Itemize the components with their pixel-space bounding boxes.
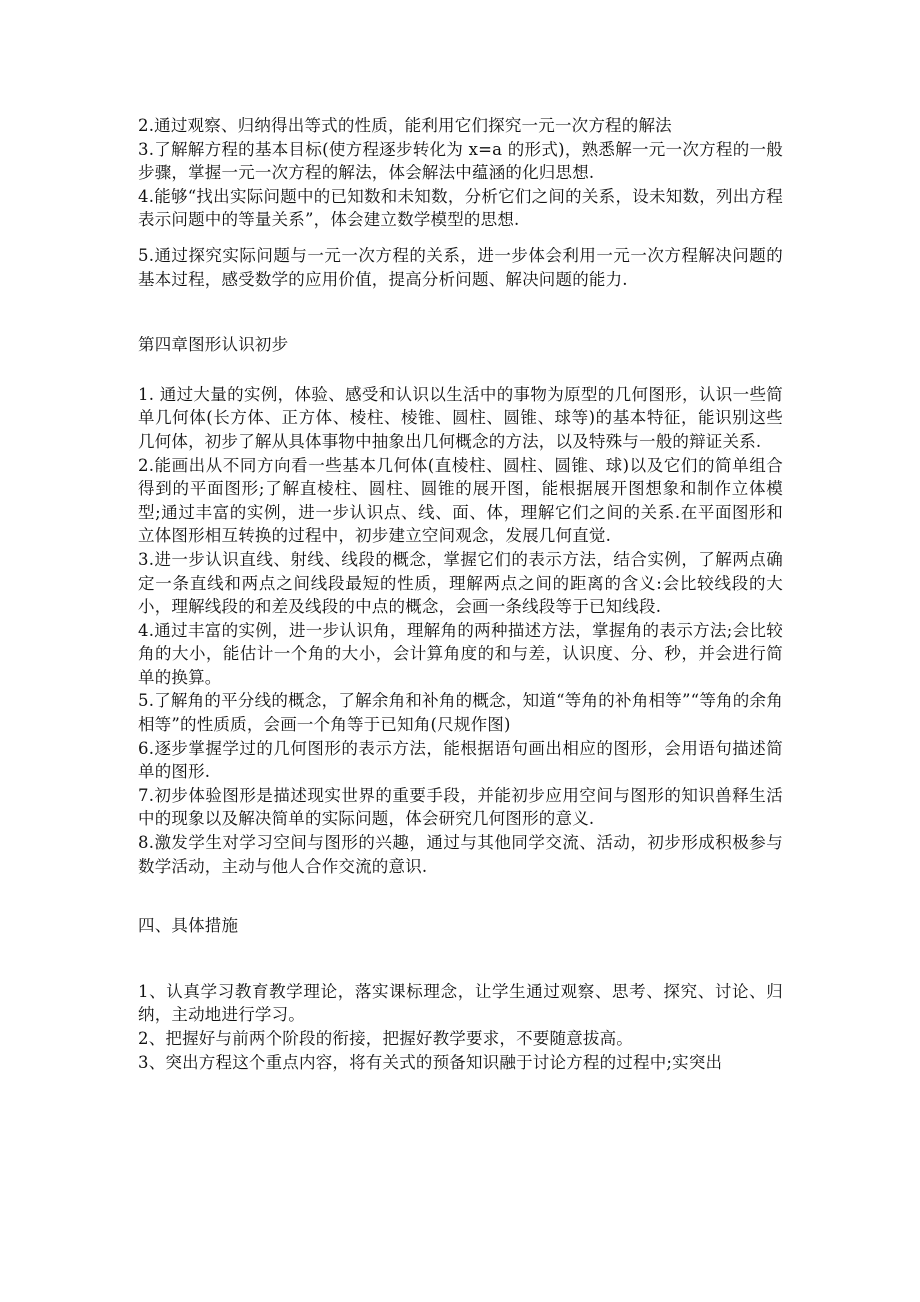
measures-title: 四、具体措施 <box>138 916 239 936</box>
objective-5: 5.通过探究实际问题与一元一次方程的关系，进一步体会利用一元一次方程解决问题的基本过程，感受数学的应用价值，提高分析问题、解决问题的能力. <box>138 245 783 289</box>
chapter-4-item-2: 2.能画出从不同方向看一些基本几何体(直棱柱、圆柱、圆锥、球)以及它们的简单组合得到的平面图形;了解直棱柱、圆柱、圆锥的展开图，能根据展开图想象和制作立体模型;通过丰富的实例，进一步认识点、线、面、体，理解它们之间的关系.在平面图形和立体图形相互转换的过程中，初步建立空间观念，发展几何直觉. <box>138 455 783 546</box>
document-page <box>138 114 783 1074</box>
objective-2: 2.通过观察、归纳得出等式的性质，能利用它们探究一元一次方程的解法 <box>138 116 672 135</box>
chapter-4-item-8: 8.激发学生对学习空间与图形的兴趣，通过与其他同学交流、活动，初步形成积极参与数学活动，主动与他人合作交流的意识. <box>138 833 783 876</box>
spacer <box>138 357 783 383</box>
measure-item-3: 3、突出方程这个重点内容，将有关式的预备知识融于讨论方程的过程中;实突出 <box>138 1052 723 1072</box>
measure-item-1: 1、认真学习教育教学理论，落实课标理念，让学生通过观察、思考、探究、讨论、归纳，主动地进行学习。 <box>138 981 783 1025</box>
chapter-4-item-3: 3.进一步认识直线、射线、线段的概念，掌握它们的表示方法，结合实例，了解两点确定一条直线和两点之间线段最短的性质，理解两点之间的距离的含义:会比较线段的大小，理解线段的和差及线段的中点的概念，会画一条线段等于已知线段. <box>138 549 783 617</box>
objective-4: 4.能够“找出实际问题中的已知数和未知数，分析它们之间的关系，设未知数，列出方程表示问题中的等量关系”，体会建立数学模型的思想. <box>138 186 783 230</box>
spacer <box>138 878 783 914</box>
chapter-4-item-5: 5.了解角的平分线的概念，了解余角和补角的概念，知道“等角的补角相等”“等角的余角相等”的性质质，会画一个角等于已知角(尺规作图) <box>138 691 783 735</box>
spacer <box>138 938 783 980</box>
measure-item-2: 2、把握好与前两个阶段的衔接，把握好教学要求，不要随意拔高。 <box>138 1029 633 1048</box>
spacer <box>138 291 783 333</box>
objective-3: 3.了解解方程的基本目标(使方程逐步转化为 x=a 的形式)，熟悉解一元一次方程的一般步骤，掌握一元一次方程的解法，体会解法中蕴涵的化归思想. <box>138 139 783 183</box>
chapter-4-title: 第四章图形认识初步 <box>138 335 289 355</box>
chapter-4-item-4: 4.通过丰富的实例，进一步认识角，理解角的两种描述方法，掌握角的表示方法;会比较角的大小，能估计一个角的大小，会计算角度的和与差，认识度、分、秒，并会进行简单的换算。 <box>138 620 783 687</box>
chapter-4-item-7: 7.初步体验图形是描述现实世界的重要手段，并能初步应用空间与图形的知识兽释生活中的现象以及解决简单的实际问题，体会研究几何图形的意义. <box>138 785 783 829</box>
chapter-4-item-6: 6.逐步掌握学过的几何图形的表示方法，能根据语句画出相应的图形，会用语句描述简单的图形. <box>138 738 783 782</box>
chapter-4-item-1: 1. 通过大量的实例，体验、感受和认识以生活中的事物为原型的几何图形，认识一些简单几何体(长方体、正方体、棱柱、棱锥、圆柱、圆锥、球等)的基本特征，能识别这些几何体，初步了解从具体事物中抽象出几何概念的方法，以及特殊与一般的辩证关系. <box>138 384 783 451</box>
spacer <box>138 232 783 244</box>
